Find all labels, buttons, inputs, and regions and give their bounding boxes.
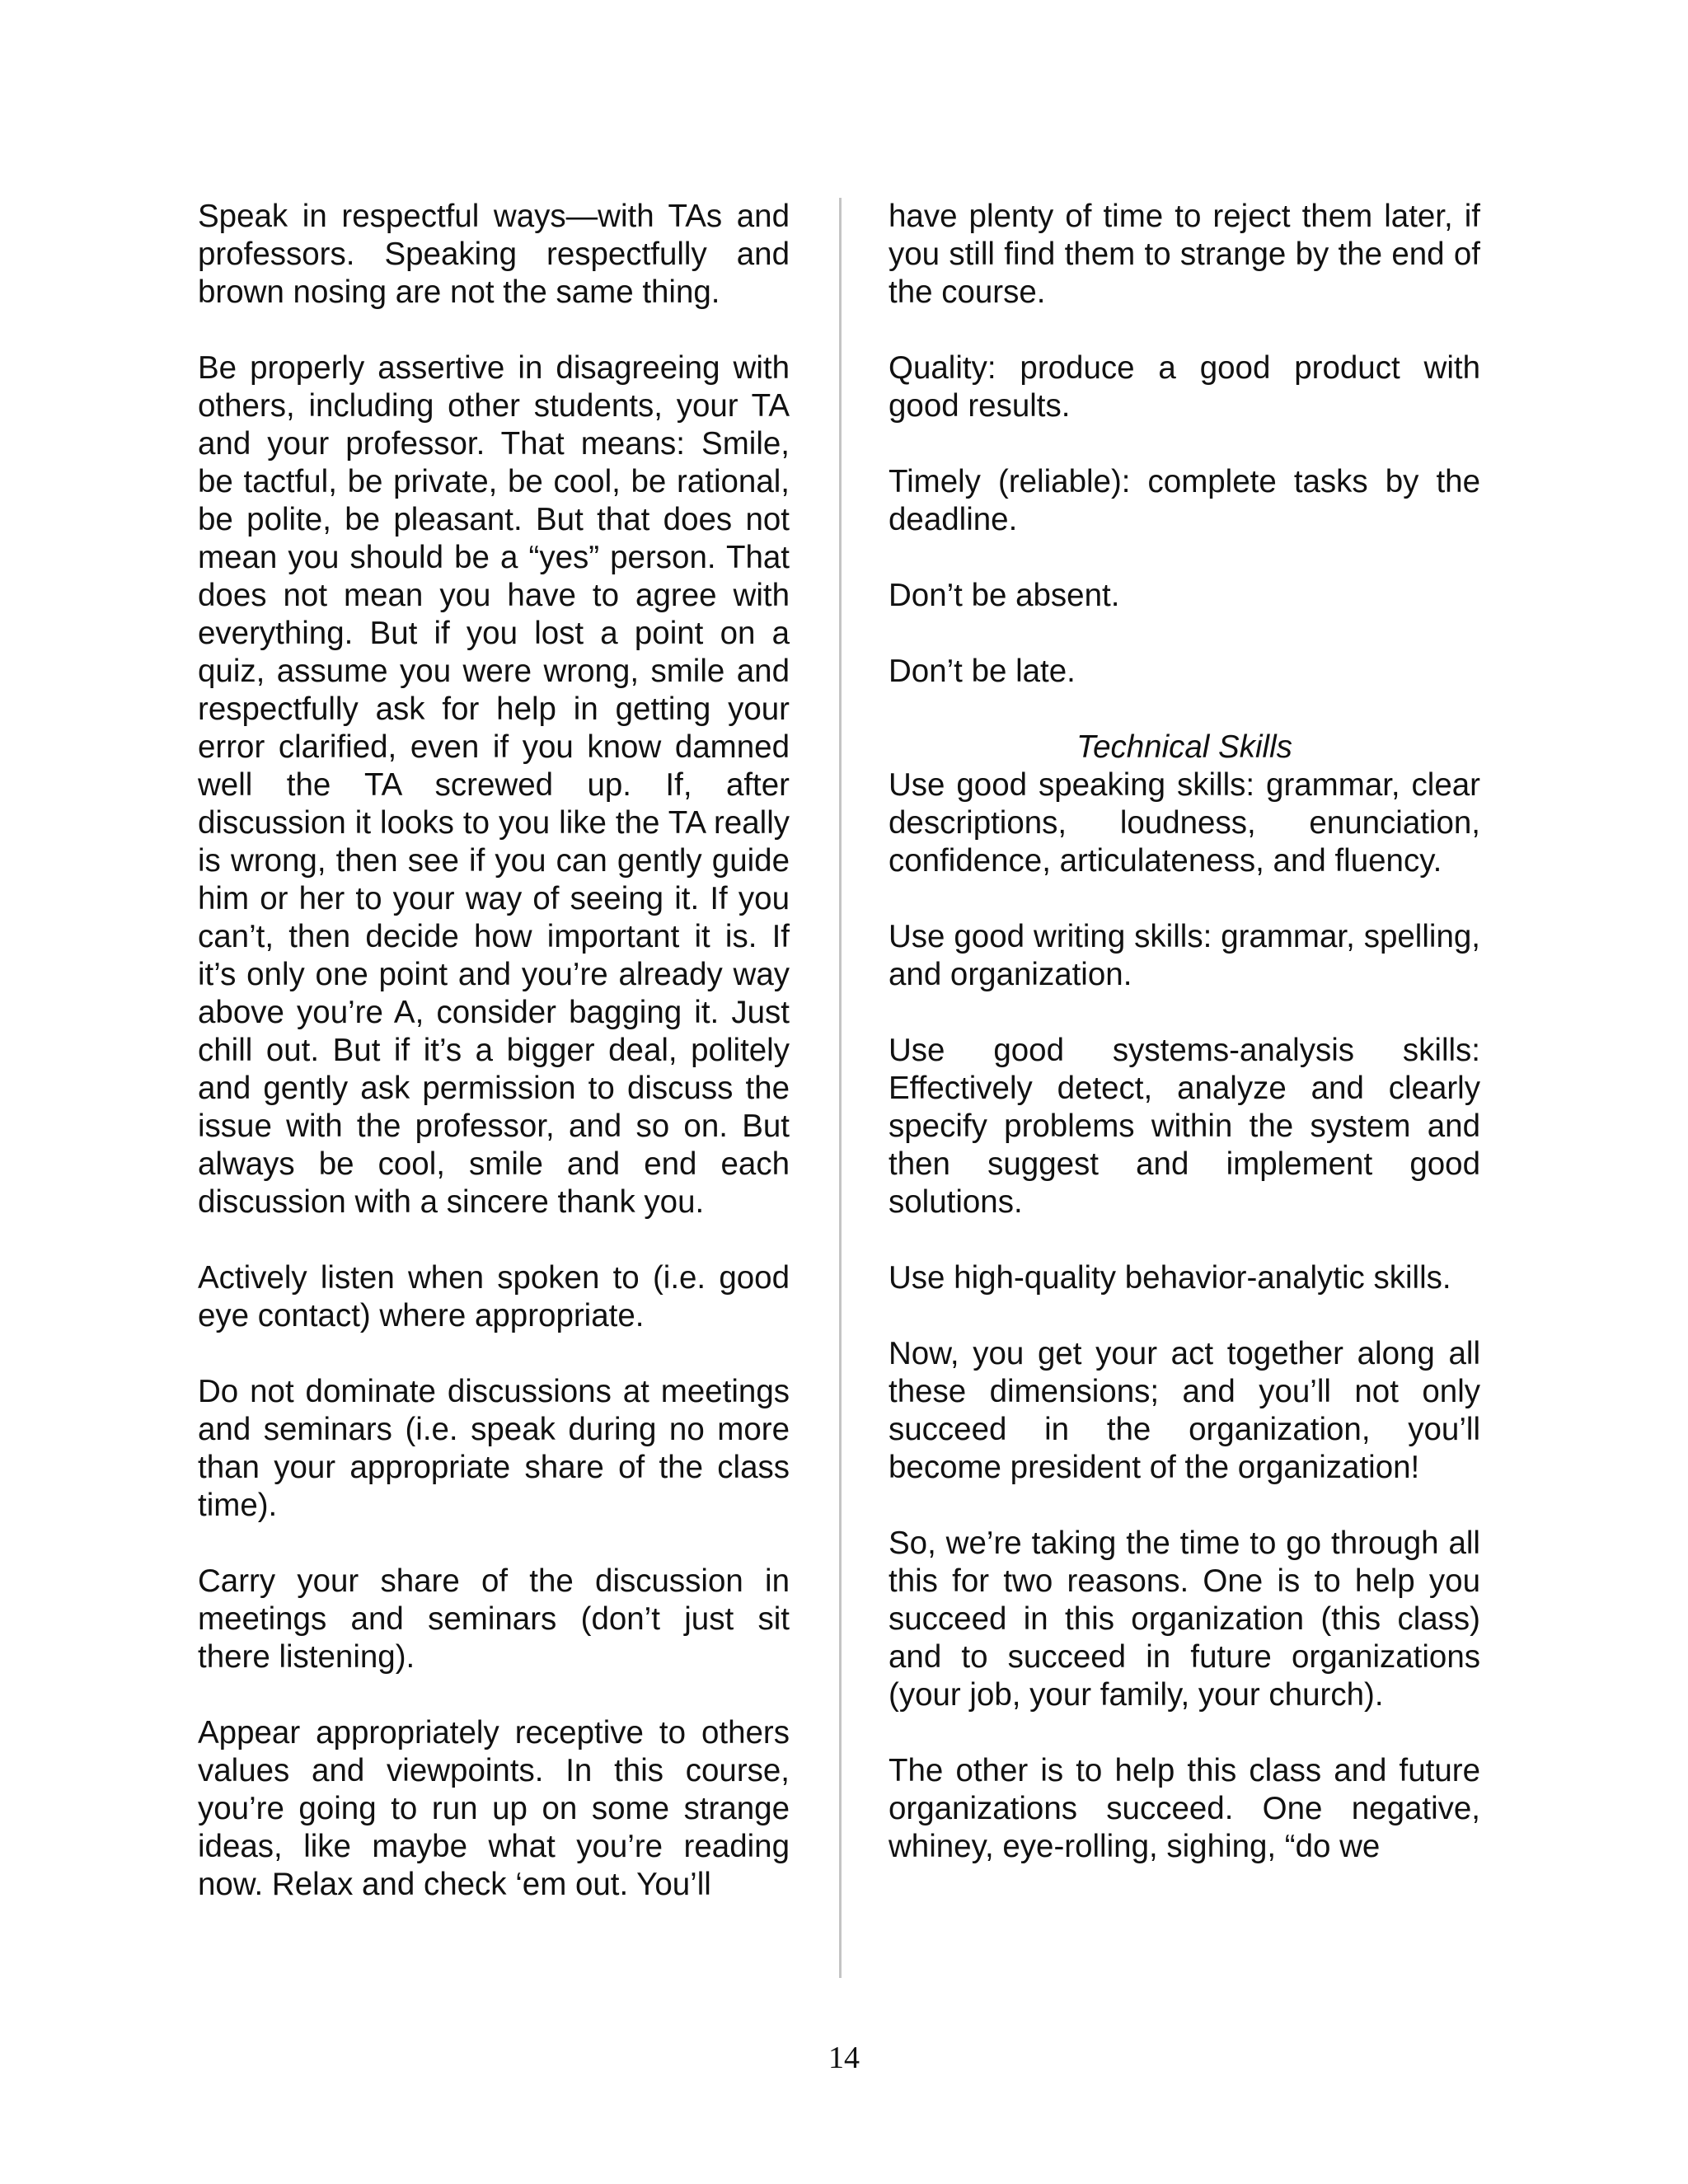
- paragraph-timely: Timely (reliable): complete tasks by the deadline.: [889, 464, 1480, 537]
- paragraph-writing-skills: Use good writing skills: grammar, spelling, and organization.: [889, 919, 1480, 992]
- paragraph-actively-listen: Actively listen when spoken to (i.e. good eye contact) where appropriate.: [198, 1260, 790, 1333]
- paragraph-dont-be-absent: Don’t be absent.: [889, 578, 1120, 613]
- paragraph-act-together: Now, you get your act together along all these dimensions; and you’ll not only succeed in the organization, you’ll become president of the organization!: [889, 1336, 1480, 1485]
- paragraph-appear-receptive: Appear appropriately receptive to others values and viewpoints. In this course, you’re going to run up on some strange ideas, like maybe what you’re reading now. Relax and check ‘em out. You’ll: [198, 1715, 790, 1902]
- paragraph-speak-respectfully: Speak in respectful ways—with TAs and professors. Speaking respectfully and brown nosing are not the same thing.: [198, 199, 790, 310]
- column-divider: [839, 198, 842, 1978]
- paragraph-reject-later: have plenty of time to reject them later, if you still find them to strange by the end of the course.: [889, 199, 1480, 310]
- paragraph-be-assertive: Be properly assertive in disagreeing with others, including other students, your TA and your professor. That means: Smile, be tactful, be private, be cool, be rational, be polite, be pleasant. But that does not mean you should be a “yes” person. That does not mean you have to agree with everything. But if you lost a point on a quiz, assume you were wrong, smile and respectfully ask for help in getting your error clarified, even if you know damned well the TA screwed up. If, after discussion it looks to you like the TA really is wrong, then see if you can gently guide him or her to your way of seeing it. If you can’t, then decide how important it is. If it’s only one point and you’re already way above you’re A, consider bagging it. Just chill out. But if it’s a bigger deal, politely and gently ask permission to discuss the issue with the professor, and so on. But always be cool, smile and end each discussion with a sincere thank you.: [198, 350, 790, 1220]
- paragraph-carry-your-share: Carry your share of the discussion in meetings and seminars (don’t just sit there listening).: [198, 1563, 790, 1675]
- paragraph-other-reason: The other is to help this class and future organizations succeed. One negative, whiney, eye-rolling, sighing, “do we: [889, 1753, 1480, 1864]
- paragraph-quality: Quality: produce a good product with good results.: [889, 350, 1480, 424]
- paragraph-dont-be-late: Don’t be late.: [889, 654, 1076, 689]
- right-column: [889, 198, 1480, 1866]
- paragraph-two-reasons: So, we’re taking the time to go through all this for two reasons. One is to help you succeed in this organization (this class) and to succeed in future organizations (your job, your family, your church).: [889, 1526, 1480, 1713]
- paragraph-do-not-dominate: Do not dominate discussions at meetings and seminars (i.e. speak during no more than your appropriate share of the class time).: [198, 1374, 790, 1523]
- section-heading-technical-skills: Technical Skills: [1076, 729, 1292, 765]
- page-number: 14: [828, 2041, 860, 2075]
- left-column: [198, 198, 790, 1904]
- paragraph-systems-analysis-skills: Use good systems-analysis skills: Effectively detect, analyze and clearly specify problems within the system and then suggest and implement good solutions.: [889, 1033, 1480, 1220]
- paragraph-behavior-analytic-skills: Use high-quality behavior-analytic skills.: [889, 1260, 1451, 1296]
- paragraph-speaking-skills: Use good speaking skills: grammar, clear descriptions, loudness, enunciation, confidence, articulateness, and fluency.: [889, 767, 1480, 879]
